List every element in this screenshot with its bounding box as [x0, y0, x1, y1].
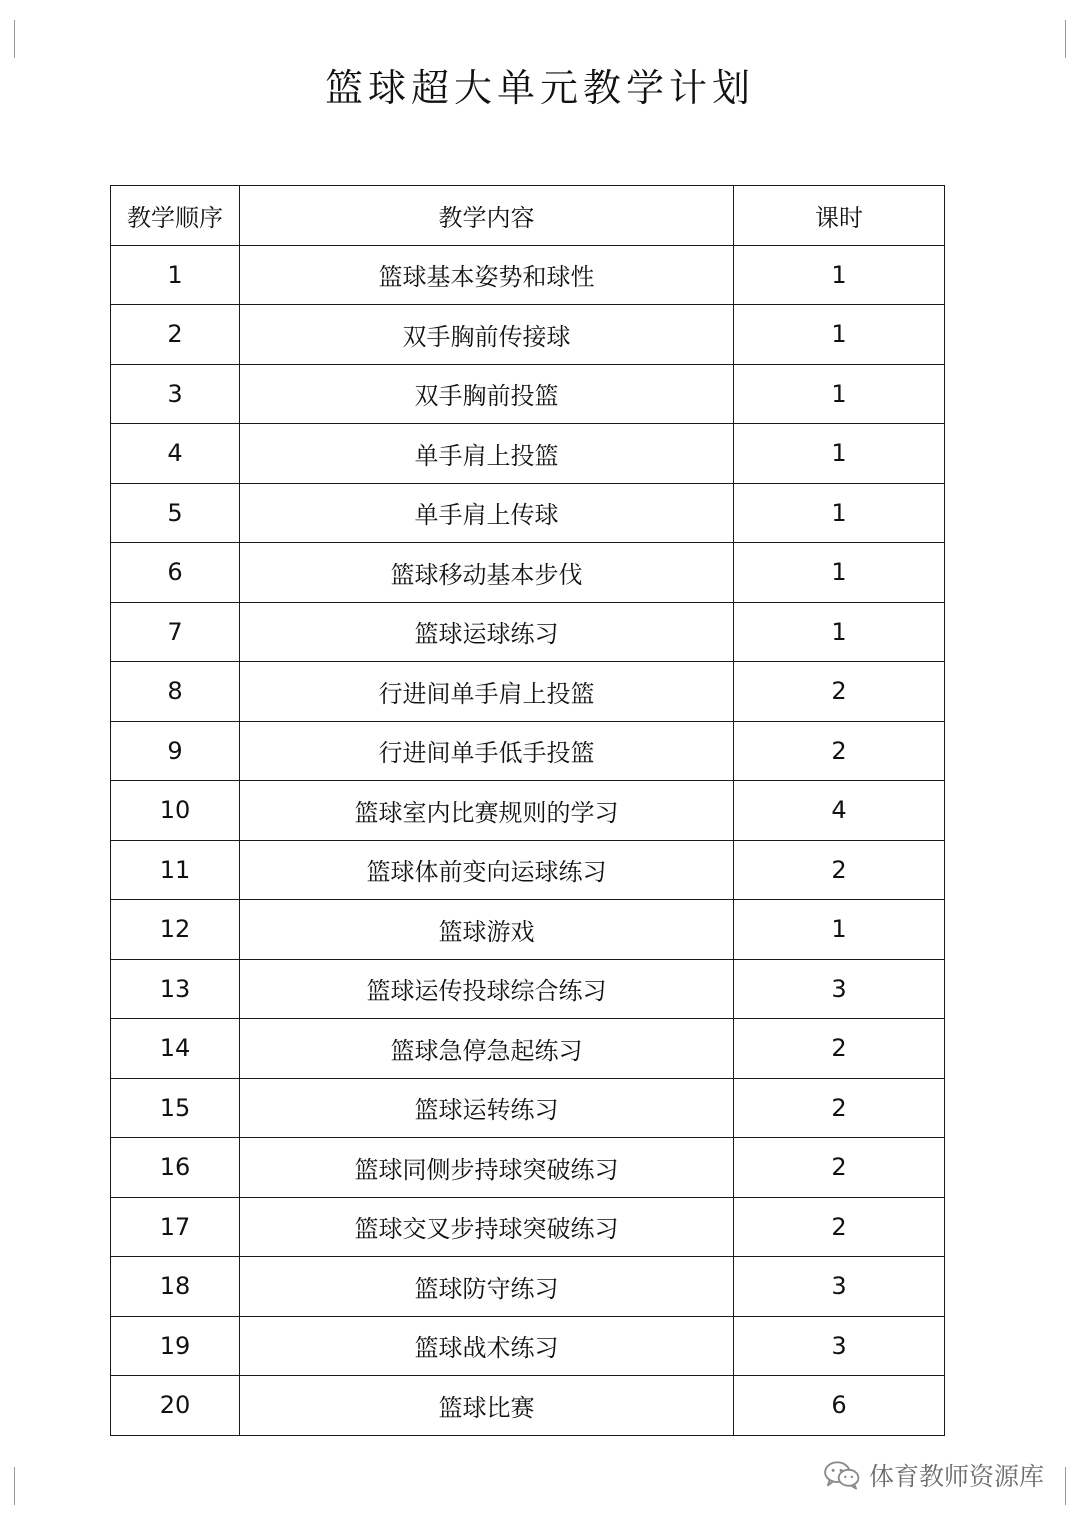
cell-content: 篮球基本姿势和球性 — [240, 245, 734, 305]
cell-hours: 1 — [734, 483, 945, 543]
cell-order: 11 — [111, 840, 240, 900]
cell-hours: 6 — [734, 1376, 945, 1436]
cell-content: 篮球游戏 — [240, 900, 734, 960]
cell-content: 篮球移动基本步伐 — [240, 543, 734, 603]
cell-content: 篮球运球练习 — [240, 602, 734, 662]
cell-content: 篮球防守练习 — [240, 1257, 734, 1317]
watermark — [823, 1455, 1044, 1495]
table-row — [111, 1019, 945, 1079]
cell-hours: 1 — [734, 305, 945, 365]
cell-content: 双手胸前投篮 — [240, 364, 734, 424]
cell-content: 篮球交叉步持球突破练习 — [240, 1197, 734, 1257]
column-header-hours: 课时 — [734, 186, 945, 246]
cell-hours: 2 — [734, 1197, 945, 1257]
cell-content: 篮球急停急起练习 — [240, 1019, 734, 1079]
cell-order: 7 — [111, 602, 240, 662]
document-title: 篮球超大单元教学计划 — [324, 66, 755, 110]
cell-hours: 4 — [734, 781, 945, 841]
cell-content: 单手肩上投篮 — [240, 424, 734, 484]
table-row — [111, 1316, 945, 1376]
cell-order: 9 — [111, 721, 240, 781]
cell-order: 6 — [111, 543, 240, 603]
page-corner-mark — [0, 1467, 15, 1505]
cell-hours: 2 — [734, 1078, 945, 1138]
cell-order: 1 — [111, 245, 240, 305]
cell-hours: 1 — [734, 602, 945, 662]
cell-hours: 1 — [734, 364, 945, 424]
table-row — [111, 305, 945, 365]
table-row — [111, 483, 945, 543]
cell-order: 18 — [111, 1257, 240, 1317]
cell-content: 篮球战术练习 — [240, 1316, 734, 1376]
cell-content: 双手胸前传接球 — [240, 305, 734, 365]
table-row — [111, 900, 945, 960]
cell-content: 行进间单手低手投篮 — [240, 721, 734, 781]
table-row — [111, 364, 945, 424]
table-row — [111, 424, 945, 484]
cell-content: 单手肩上传球 — [240, 483, 734, 543]
cell-order: 15 — [111, 1078, 240, 1138]
table-row — [111, 959, 945, 1019]
cell-hours: 3 — [734, 959, 945, 1019]
page-corner-mark — [1065, 20, 1080, 58]
table-row — [111, 721, 945, 781]
cell-order: 19 — [111, 1316, 240, 1376]
cell-hours: 1 — [734, 543, 945, 603]
cell-order: 4 — [111, 424, 240, 484]
table-row — [111, 543, 945, 603]
cell-hours: 2 — [734, 721, 945, 781]
cell-content: 篮球室内比赛规则的学习 — [240, 781, 734, 841]
table-row — [111, 1197, 945, 1257]
cell-order: 14 — [111, 1019, 240, 1079]
watermark-text: 体育教师资源库 — [868, 1462, 1044, 1491]
wechat-icon — [823, 1460, 861, 1490]
cell-order: 20 — [111, 1376, 240, 1436]
cell-order: 5 — [111, 483, 240, 543]
page-corner-mark — [0, 20, 15, 58]
page-corner-mark — [1065, 1467, 1080, 1505]
column-header-order: 教学顺序 — [111, 186, 240, 246]
cell-order: 13 — [111, 959, 240, 1019]
table-row — [111, 781, 945, 841]
table-row — [111, 662, 945, 722]
cell-hours: 2 — [734, 662, 945, 722]
table-row — [111, 1257, 945, 1317]
cell-hours: 2 — [734, 1019, 945, 1079]
table-row — [111, 1078, 945, 1138]
cell-hours: 1 — [734, 900, 945, 960]
cell-hours: 1 — [734, 424, 945, 484]
cell-hours: 1 — [734, 245, 945, 305]
cell-content: 篮球同侧步持球突破练习 — [240, 1138, 734, 1198]
cell-content: 篮球比赛 — [240, 1376, 734, 1436]
cell-content: 篮球运转练习 — [240, 1078, 734, 1138]
table-row — [111, 1138, 945, 1198]
cell-order: 10 — [111, 781, 240, 841]
cell-order: 8 — [111, 662, 240, 722]
cell-hours: 3 — [734, 1316, 945, 1376]
cell-content: 行进间单手肩上投篮 — [240, 662, 734, 722]
cell-order: 17 — [111, 1197, 240, 1257]
cell-content: 篮球体前变向运球练习 — [240, 840, 734, 900]
table-row — [111, 245, 945, 305]
cell-hours: 2 — [734, 840, 945, 900]
cell-order: 2 — [111, 305, 240, 365]
cell-hours: 3 — [734, 1257, 945, 1317]
cell-hours: 2 — [734, 1138, 945, 1198]
table-header-row — [111, 186, 945, 246]
cell-order: 12 — [111, 900, 240, 960]
cell-order: 16 — [111, 1138, 240, 1198]
table-row — [111, 602, 945, 662]
table-row — [111, 1376, 945, 1436]
cell-content: 篮球运传投球综合练习 — [240, 959, 734, 1019]
cell-order: 3 — [111, 364, 240, 424]
table-row — [111, 840, 945, 900]
column-header-content: 教学内容 — [240, 186, 734, 246]
teaching-plan-table — [110, 185, 945, 1436]
